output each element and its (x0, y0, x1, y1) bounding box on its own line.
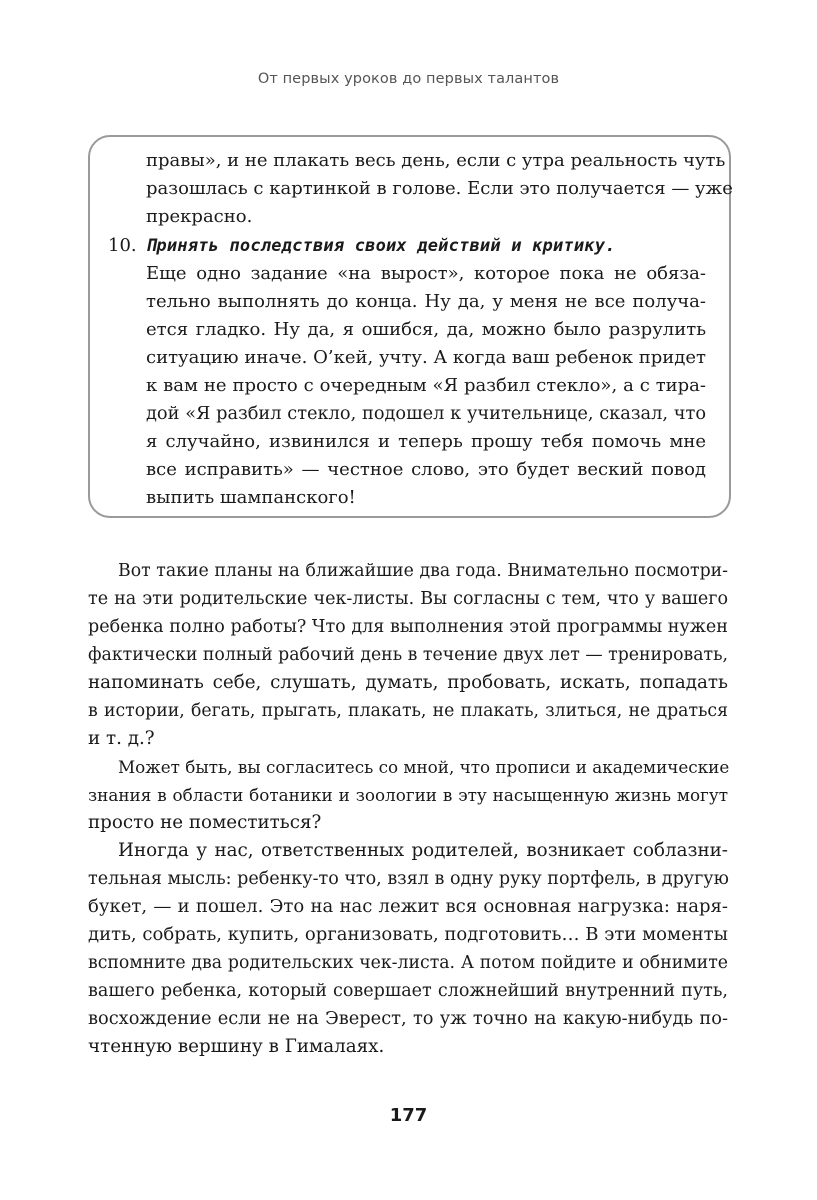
box-text-line: ется гладко. Ну да, я ошибся, да, можно было разрулить (146, 319, 706, 340)
box-text-line: прекрасно. (146, 206, 253, 227)
box-text-line: ситуацию иначе. О’кей, учту. А когда ваш ребенок придет (146, 347, 706, 368)
running-head: От первых уроков до первых талантов (257, 71, 560, 87)
body-text-line: и т. д.? (88, 728, 155, 749)
body-text-line: просто не поместиться? (88, 812, 322, 833)
body-text-line: чтенную вершину в Гималаях. (88, 1036, 385, 1057)
body-text-line: напоминать себе, слушать, думать, пробовать, искать, попадать (88, 672, 728, 693)
box-text-line: выпить шампанского! (146, 487, 356, 508)
body-text-line: вспомните два родительских чек-листа. А потом пойдите и обнимите (88, 953, 728, 973)
box-text-line: правы», и не плакать весь день, если с утра реальность чуть (146, 150, 726, 171)
body-text-line: те на эти родительские чек-листы. Вы согласны с тем, что у вашего (88, 589, 728, 609)
box-text-line: к вам не просто с очередным «Я разбил стекло», а с тира- (146, 375, 706, 396)
list-item-title: Принять последствия своих действий и критику. (146, 236, 616, 256)
body-text-line: восхождение если не на Эверест, то уж точно на какую-нибудь по- (88, 1008, 728, 1029)
body-text-line: ребенка полно работы? Что для выполнения этой программы нужен (88, 617, 728, 637)
page-number: 177 (389, 1105, 428, 1126)
box-text-line: дой «Я разбил стекло, подошел к учительнице, сказал, что (146, 404, 706, 424)
body-text-line: знания в области ботаники и зоологии в эту насыщенную жизнь могут (88, 785, 728, 805)
body-text-line: тельная мысль: ребенку-то что, взял в одну руку портфель, в другую (88, 869, 729, 889)
box-text-line: Еще одно задание «на вырост», которое пока не обяза- (146, 263, 706, 284)
body-text-line: в истории, бегать, прыгать, плакать, не плакать, злиться, не драться (88, 701, 728, 721)
body-text-line: Иногда у нас, ответственных родителей, возникает соблазни- (118, 840, 728, 861)
body-text-line: Может быть, вы согласитесь со мной, что прописи и академические (118, 757, 730, 777)
box-text-line: тельно выполнять до конца. Ну да, у меня не все получа- (146, 291, 706, 312)
box-text-line: все исправить» — честное слово, это будет веский повод (146, 459, 706, 480)
body-text-line: Вот такие планы на ближайшие два года. Внимательно посмотри- (118, 561, 728, 581)
box-text-line: разошлась с картинкой в голове. Если это получается — уже (146, 178, 733, 199)
body-text-line: фактически полный рабочий день в течение двух лет — тренировать, (88, 645, 728, 665)
body-text-line: дить, собрать, купить, организовать, подготовить… В эти моменты (88, 924, 728, 945)
box-text-line: я случайно, извинился и теперь прошу тебя помочь мне (146, 431, 706, 452)
body-text-line: букет, — и пошел. Это на нас лежит вся основная нагрузка: наря- (88, 896, 728, 917)
list-item-number: 10. (108, 235, 137, 256)
body-text-line: вашего ребенка, который совершает сложнейший внутренний путь, (88, 981, 728, 1001)
